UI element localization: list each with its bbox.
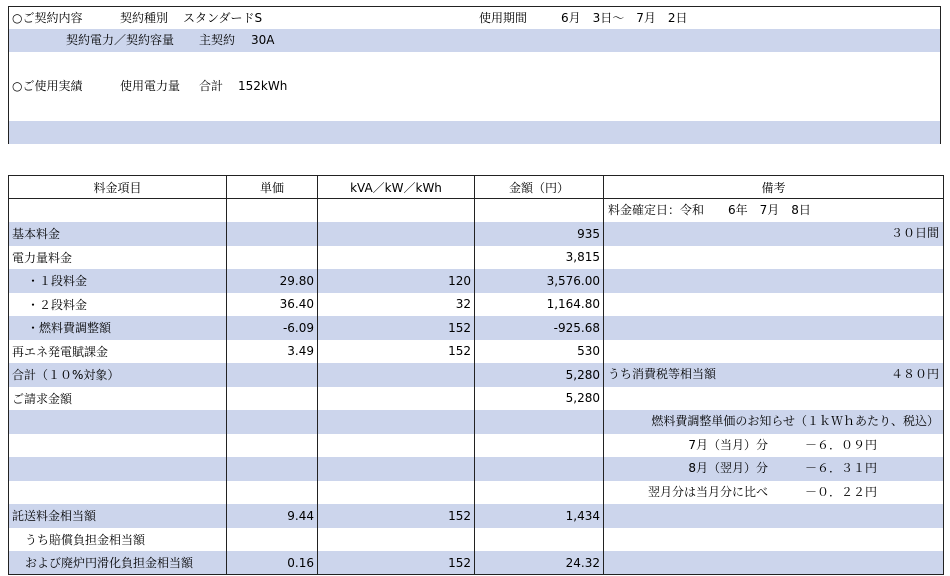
row-amount: -925.68 bbox=[475, 316, 604, 340]
row-unit: 36.40 bbox=[227, 293, 318, 317]
row-qty: 120 bbox=[318, 269, 475, 293]
table-row bbox=[9, 551, 944, 575]
tax-label: うち消費税等相当額 bbox=[608, 367, 717, 381]
row-remark bbox=[604, 457, 944, 481]
row-name: および廃炉円滑化負担金相当額 bbox=[9, 551, 227, 575]
row-qty: 152 bbox=[318, 316, 475, 340]
row-unit: 29.80 bbox=[227, 269, 318, 293]
period-label: 使用期間 bbox=[479, 11, 528, 25]
contract-header-label: ○ご契約内容 bbox=[12, 11, 83, 25]
row-remark bbox=[604, 222, 944, 246]
contract-info-box bbox=[8, 6, 941, 144]
usage-total-label: 合計 bbox=[199, 79, 224, 93]
billing-days: ３０日間 bbox=[890, 226, 939, 240]
capacity-row bbox=[9, 29, 940, 52]
row-name: 電力量料金 bbox=[9, 246, 227, 270]
row-amount: 3,576.00 bbox=[475, 269, 604, 293]
table-row bbox=[9, 434, 944, 458]
row-name bbox=[9, 199, 227, 223]
row-remark bbox=[604, 387, 944, 411]
row-name bbox=[9, 434, 227, 458]
row-unit: 0.16 bbox=[227, 551, 318, 575]
usage-header: ○ご使用実績 bbox=[12, 79, 83, 93]
billing-table bbox=[8, 175, 944, 575]
table-row bbox=[9, 269, 944, 293]
table-row bbox=[9, 363, 944, 387]
row-amount bbox=[475, 528, 604, 552]
row-amount: 5,280 bbox=[475, 387, 604, 411]
row-remark bbox=[604, 199, 944, 223]
blank-row-shaded bbox=[9, 121, 940, 144]
row-unit: -6.09 bbox=[227, 316, 318, 340]
row-unit bbox=[227, 199, 318, 223]
row-unit bbox=[227, 528, 318, 552]
row-qty: 152 bbox=[318, 551, 475, 575]
row-amount: 24.32 bbox=[475, 551, 604, 575]
row-unit bbox=[227, 457, 318, 481]
row-qty bbox=[318, 199, 475, 223]
row-amount: 3,815 bbox=[475, 246, 604, 270]
row-qty bbox=[318, 434, 475, 458]
row-remark bbox=[604, 340, 944, 364]
row-unit: 9.44 bbox=[227, 504, 318, 528]
row-amount bbox=[475, 481, 604, 505]
tax-value: ４８０円 bbox=[890, 367, 939, 381]
row-remark bbox=[604, 551, 944, 575]
row-name bbox=[9, 457, 227, 481]
row-name bbox=[9, 481, 227, 505]
fuel-label: 翌月分は当月分に比べ bbox=[647, 484, 768, 499]
row-unit bbox=[227, 434, 318, 458]
row-qty bbox=[318, 387, 475, 411]
row-amount: 5,280 bbox=[475, 363, 604, 387]
row-name: ・２段料金 bbox=[9, 293, 227, 317]
row-qty bbox=[318, 363, 475, 387]
blank-row bbox=[9, 98, 940, 121]
row-qty bbox=[318, 481, 475, 505]
table-row bbox=[9, 316, 944, 340]
contract-type-label: 契約種別 bbox=[120, 11, 169, 25]
row-name: ・１段料金 bbox=[9, 269, 227, 293]
usage-label: 使用電力量 bbox=[120, 79, 181, 93]
table-header-row bbox=[9, 176, 944, 199]
usage-value: 152kWh bbox=[238, 79, 288, 93]
table-row bbox=[9, 199, 944, 223]
capacity-main-label: 主契約 bbox=[199, 33, 236, 47]
row-name: 合計（１０%対象） bbox=[9, 363, 227, 387]
header-item: 料金項目 bbox=[9, 176, 227, 199]
row-amount: 1,434 bbox=[475, 504, 604, 528]
fuel-value: －０．２２円 bbox=[805, 484, 878, 499]
table-row bbox=[9, 481, 944, 505]
row-remark bbox=[604, 434, 944, 458]
row-unit bbox=[227, 387, 318, 411]
header-quantity: kVA／kW／kWh bbox=[318, 176, 475, 199]
row-amount bbox=[475, 410, 604, 434]
row-name: 託送料金相当額 bbox=[9, 504, 227, 528]
row-amount bbox=[475, 457, 604, 481]
row-remark bbox=[604, 410, 944, 434]
row-remark bbox=[604, 528, 944, 552]
row-qty bbox=[318, 246, 475, 270]
row-amount: 935 bbox=[475, 222, 604, 246]
row-qty bbox=[318, 528, 475, 552]
row-name: 基本料金 bbox=[9, 222, 227, 246]
table-row bbox=[9, 387, 944, 411]
table-row bbox=[9, 293, 944, 317]
row-qty: 152 bbox=[318, 504, 475, 528]
period-value: 6月 3日～ 7月 2日 bbox=[561, 11, 688, 25]
row-name: 再エネ発電賦課金 bbox=[9, 340, 227, 364]
row-amount: 530 bbox=[475, 340, 604, 364]
row-unit: 3.49 bbox=[227, 340, 318, 364]
row-name: ・燃料費調整額 bbox=[9, 316, 227, 340]
row-qty: 32 bbox=[318, 293, 475, 317]
row-remark bbox=[604, 293, 944, 317]
row-qty: 152 bbox=[318, 340, 475, 364]
row-unit bbox=[227, 410, 318, 434]
row-unit bbox=[227, 481, 318, 505]
row-amount: 1,164.80 bbox=[475, 293, 604, 317]
table-row bbox=[9, 222, 944, 246]
table-row bbox=[9, 528, 944, 552]
row-amount bbox=[475, 434, 604, 458]
row-remark bbox=[604, 504, 944, 528]
capacity-value: 30A bbox=[251, 33, 275, 47]
row-qty bbox=[318, 457, 475, 481]
row-qty bbox=[318, 410, 475, 434]
blank-row bbox=[9, 52, 940, 75]
row-name bbox=[9, 410, 227, 434]
row-unit bbox=[227, 363, 318, 387]
row-name: ご請求金額 bbox=[9, 387, 227, 411]
header-unit-price: 単価 bbox=[227, 176, 318, 199]
table-row bbox=[9, 246, 944, 270]
fuel-value: －６．０９円 bbox=[805, 437, 878, 452]
row-remark bbox=[604, 316, 944, 340]
row-unit bbox=[227, 246, 318, 270]
contract-type-value: スタンダードS bbox=[183, 11, 263, 25]
contract-row bbox=[9, 7, 940, 29]
row-remark bbox=[604, 363, 944, 387]
table-row bbox=[9, 504, 944, 528]
table-row bbox=[9, 340, 944, 364]
header-amount: 金額（円） bbox=[475, 176, 604, 199]
usage-row bbox=[9, 75, 940, 98]
row-qty bbox=[318, 222, 475, 246]
row-remark bbox=[604, 246, 944, 270]
fuel-label: 8月（翌月）分 bbox=[688, 461, 768, 475]
row-unit bbox=[227, 222, 318, 246]
row-remark bbox=[604, 269, 944, 293]
row-remark bbox=[604, 481, 944, 505]
fuel-value: －６．３１円 bbox=[805, 461, 878, 475]
billing-date: 料金確定日：令和 6年 7月 8日 bbox=[608, 203, 811, 217]
header-remarks: 備考 bbox=[604, 176, 944, 199]
row-amount bbox=[475, 199, 604, 223]
table-row bbox=[9, 410, 944, 434]
table-row bbox=[9, 457, 944, 481]
fuel-notice-title: 燃料費調整単価のお知らせ（１ｋＷｈあたり、税込） bbox=[651, 414, 939, 428]
capacity-label: 契約電力／契約容量 bbox=[66, 33, 175, 47]
fuel-label: 7月（当月）分 bbox=[688, 437, 768, 452]
row-name: うち賠償負担金相当額 bbox=[9, 528, 227, 552]
